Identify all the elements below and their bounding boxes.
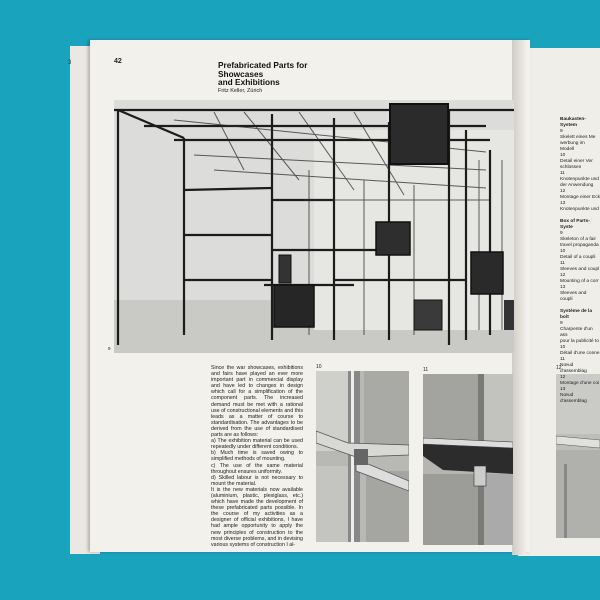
sidebar-captions: [560, 117, 600, 405]
coupling-detail-illustration: [316, 371, 409, 542]
sidebar-caption-line: 9: [560, 129, 563, 134]
sidebar-caption-heading: Box of Parts-Syste: [560, 219, 590, 230]
sidebar-caption-line: werbung im Modell: [560, 141, 585, 152]
sidebar-caption-line: Knotenpunkte und: [560, 207, 599, 212]
sidebar-caption-heading: Système de la boît: [560, 309, 592, 320]
sidebar-caption-line: Mounting of a corr: [560, 279, 599, 284]
sidebar-caption-line: 13: [560, 285, 566, 290]
page-gutter: [512, 40, 526, 555]
body-paragraph: c) The use of the same material throughout ensures uniformity.: [211, 462, 303, 475]
sidebar-caption-line: travel propaganda: [560, 243, 599, 248]
sidebar-caption-line: Detail of a coupli: [560, 255, 596, 260]
sidebar-caption-line: 10: [560, 153, 566, 158]
sidebar-caption-line: Nœud d'assemblag: [560, 393, 587, 404]
sidebar-caption-line: 13: [560, 387, 566, 392]
photo-coupling-detail: [316, 371, 409, 542]
sidebar-caption-line: 9: [560, 321, 563, 326]
body-paragraph: d) Skilled labour is not necessary to mount the material.: [211, 474, 303, 487]
sidebar-caption-line: Knotenpunkte und: [560, 177, 599, 182]
figure-label: 9: [108, 346, 111, 351]
sidebar-caption-line: Skeleton of a fair: [560, 237, 596, 242]
body-paragraph: a) The exhibition material can be used repeatedly under different conditions.: [211, 438, 303, 451]
sidebar-caption-line: Charpente d'un ass: [560, 327, 593, 338]
figure-label: 10: [316, 364, 322, 370]
article-title-line: and Exhibitions: [218, 77, 280, 87]
page-number: 42: [114, 58, 122, 65]
article-body: [211, 365, 303, 548]
sidebar-caption-line: 13: [560, 201, 566, 206]
body-paragraph: It is the new materials now available (aluminium, plastic, plexiglass, etc.) which have made the development of these prefabricated parts possible. In the course of my activities as a designer of official exhibitions, I have had ample opportunity to apply the new principles of construction to the most diverse problems, and in devising various systems of construction I al-: [211, 486, 303, 548]
sidebar-caption-line: Montage d'une coi: [560, 381, 600, 386]
sidebar-caption-line: 12: [560, 273, 566, 278]
sidebar-caption-line: Detail einer Ver: [560, 159, 593, 164]
article-author: Fritz Keller, Zürich: [218, 88, 263, 94]
sidebar-caption-line: 12: [560, 375, 566, 380]
sidebar-caption-line: 10: [560, 345, 566, 350]
sidebar-caption-line: 10: [560, 249, 566, 254]
sidebar-caption-heading: Baukasten-System: [560, 117, 586, 128]
sidebar-caption-line: Nœud d'assemblag: [560, 363, 587, 374]
article-title: [218, 61, 348, 87]
sidebar-caption-line: 11: [560, 261, 565, 266]
body-paragraph: Since the war showcases, exhibitions and fairs have played an ever more important part in commercial display and have led to changes in design which call for a simplification of the component parts. The increased demand must be met with a rational use of constructional elements and this leads as a matter of course to standardisation. The advantages to be derived from the use of standardised parts are as follows:: [211, 365, 303, 439]
figure-label: 12: [556, 365, 562, 371]
sidebar-caption-line: pour la publicité to: [560, 339, 599, 344]
sidebar-caption-line: schlüssen: [560, 165, 582, 170]
photo-sleeves-couplings: [423, 374, 513, 545]
article-title-line: Prefabricated Parts for: [218, 60, 308, 70]
figure-label: 11: [423, 367, 429, 373]
sidebar-caption-line: Skelett eines Me: [560, 135, 596, 140]
sidebar-caption-line: 11: [560, 171, 565, 176]
sidebar-caption-line: Montage einer Eck: [560, 195, 600, 200]
sidebar-caption-line: 11: [560, 357, 565, 362]
back-page-number: 3: [68, 60, 72, 66]
sidebar-caption-line: Détail d'une conne: [560, 351, 600, 356]
main-photo-frame-structure: [114, 100, 514, 353]
article-title-line: Showcases: [218, 68, 264, 79]
sidebar-caption-line: 12: [560, 189, 566, 194]
body-paragraph: b) Much time is saved owing to simplified methods of mounting.: [211, 450, 303, 463]
sleeves-illustration: [423, 374, 513, 545]
sidebar-caption-line: der Anwendung: [560, 183, 594, 188]
frame-structure-illustration: [114, 100, 514, 353]
sidebar-caption-line: 9: [560, 231, 563, 236]
sidebar-caption-line: Sleeves and coupli: [560, 291, 587, 302]
sidebar-caption-line: Sleeves and coupl: [560, 267, 600, 272]
